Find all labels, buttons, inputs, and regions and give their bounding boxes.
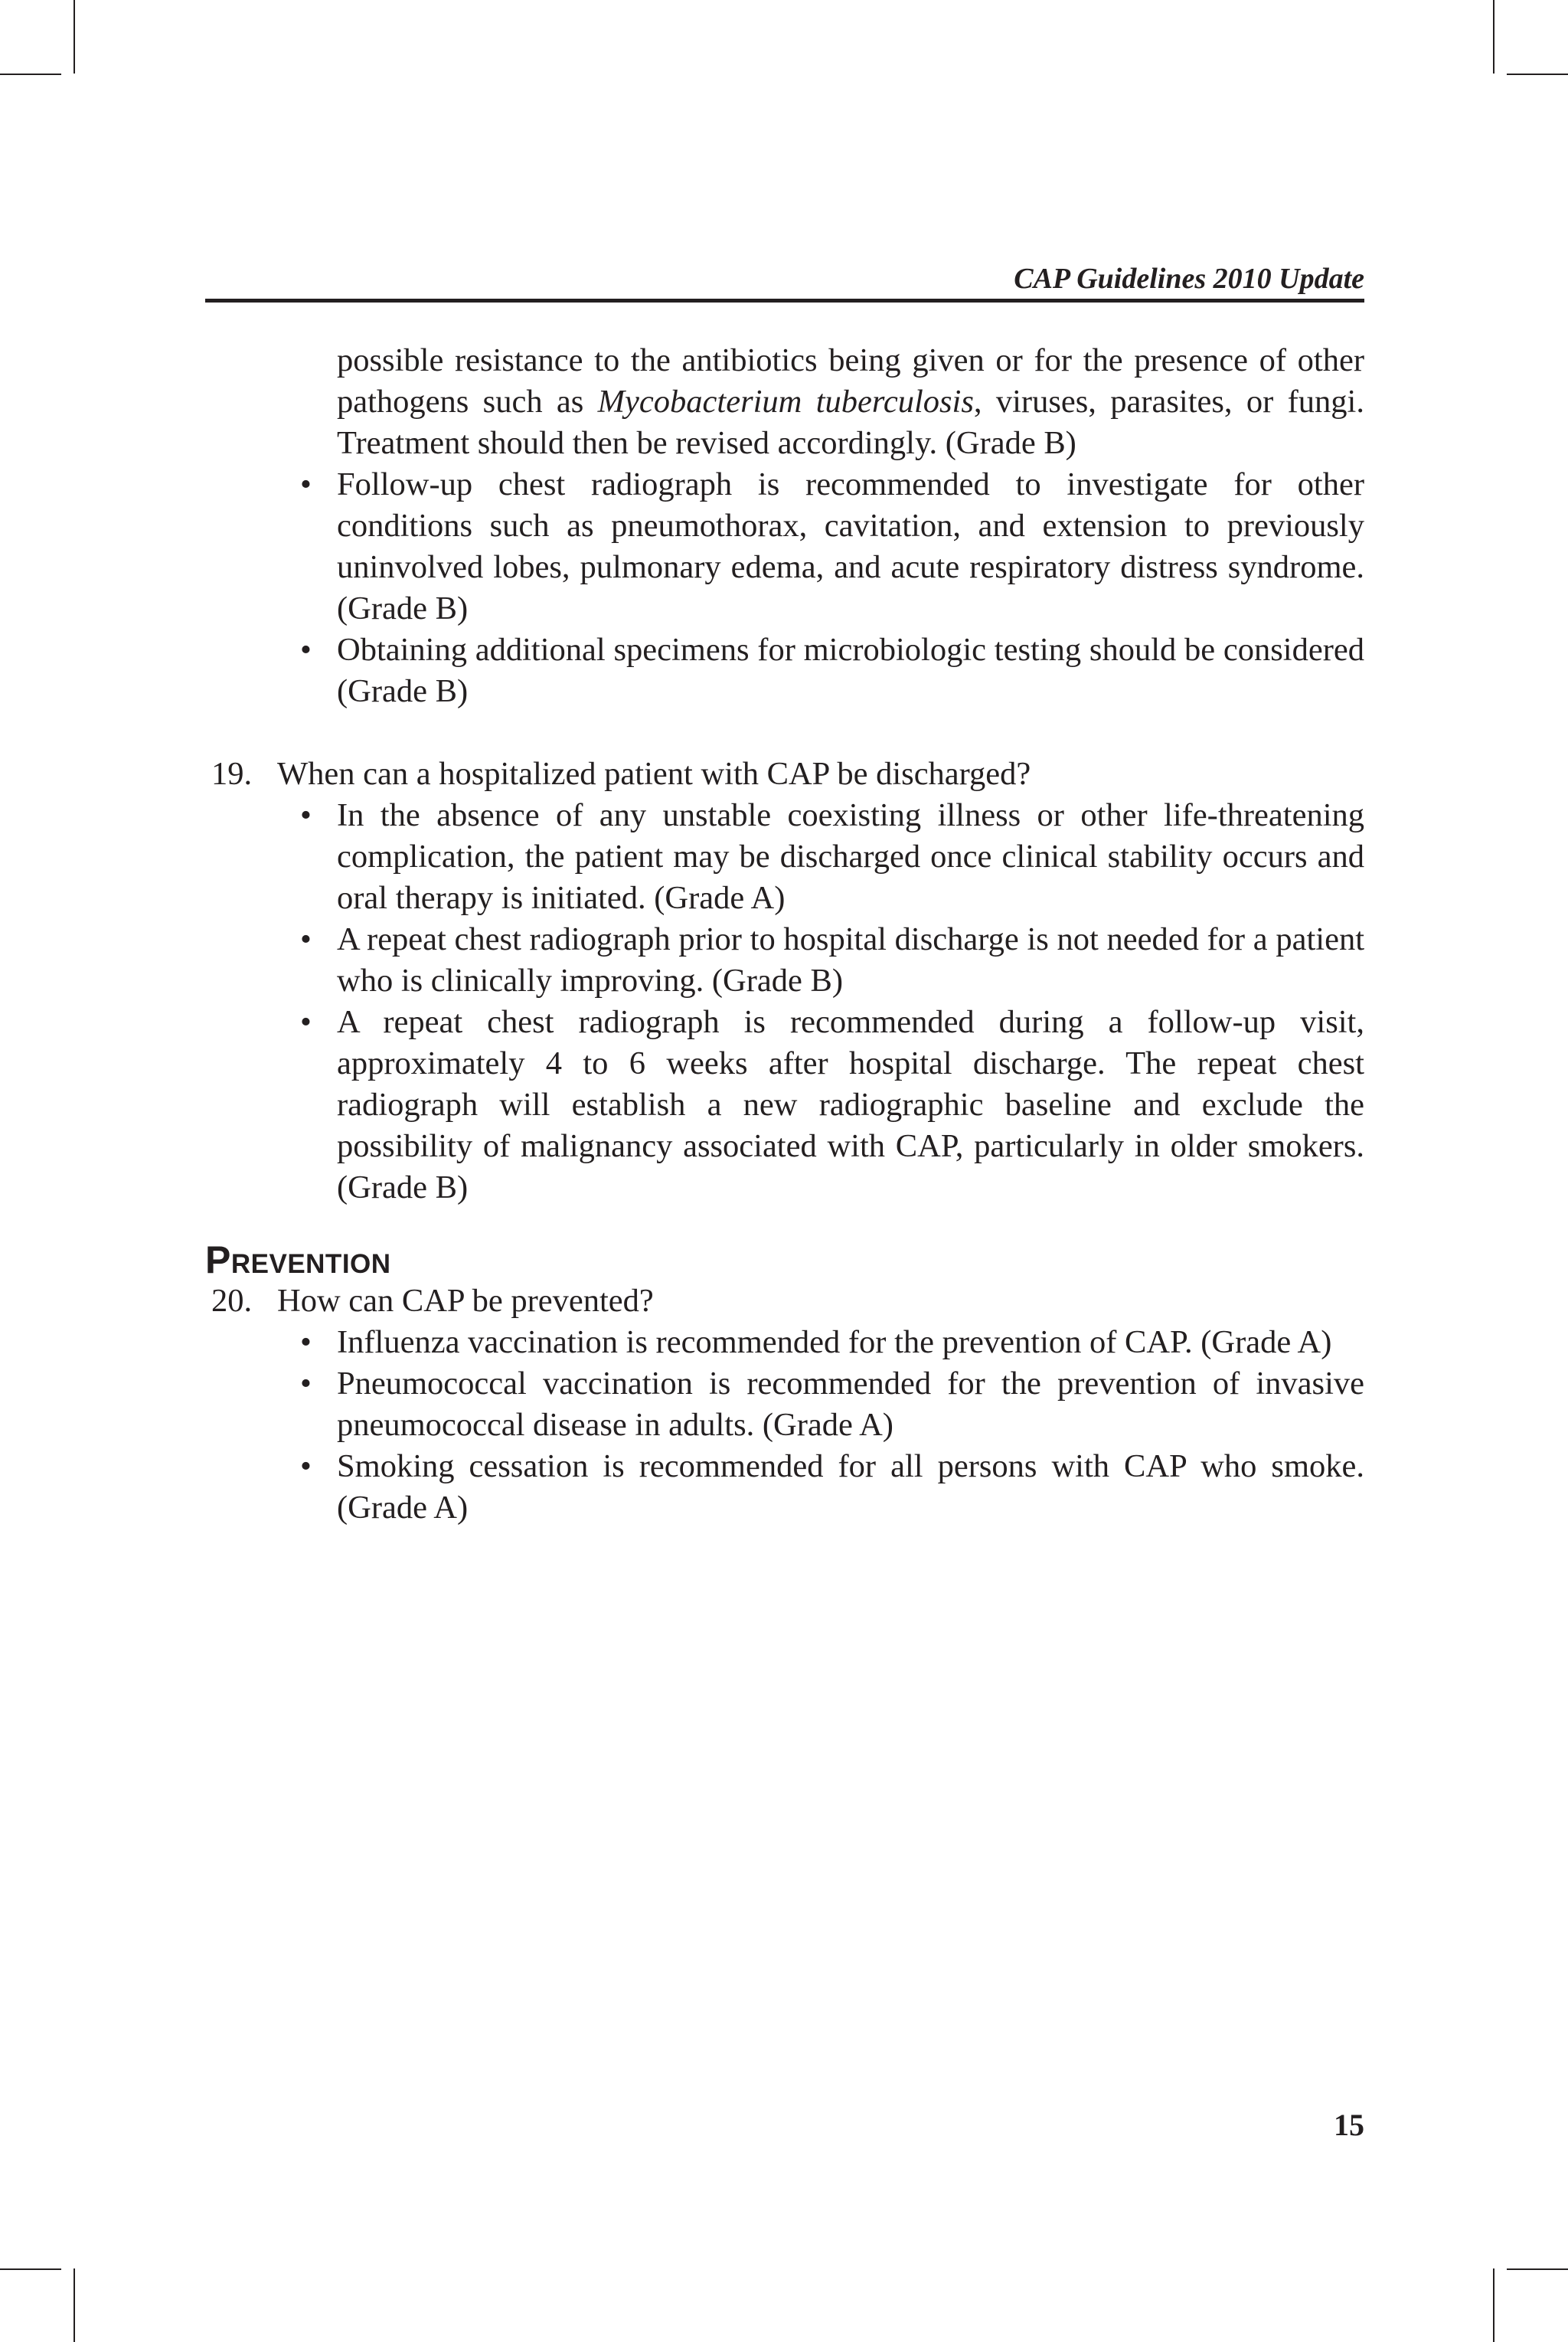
bullet-icon: • [300, 797, 312, 833]
list-item-text: In the absence of any unstable coexisting illness or other life-threatening complication, the patient may be discharged once clinical stability occurs and oral therapy is initiated. (Grade A) [337, 797, 1364, 916]
list-item [300, 1446, 1364, 1529]
list-item [300, 1322, 1364, 1363]
spacer [205, 1209, 1364, 1239]
header-rule [205, 299, 1364, 303]
bullet-icon: • [300, 1004, 312, 1040]
crop-mark-bottom-right-horizontal [1507, 2268, 1568, 2270]
list-item-text: Pneumococcal vaccination is recommended for the prevention of invasive pneumococcal disease in adults. (Grade A) [337, 1366, 1364, 1443]
crop-mark-bottom-left-horizontal [0, 2268, 61, 2270]
crop-mark-top-left-vertical [74, 0, 75, 74]
crop-mark-bottom-left-vertical [74, 2268, 75, 2342]
bullet-icon: • [300, 632, 312, 668]
running-head-title: CAP Guidelines 2010 Update [1014, 263, 1364, 295]
continuation-paragraph [337, 340, 1364, 464]
bullet-icon: • [300, 1324, 312, 1360]
q20-bullet-list [205, 1322, 1364, 1529]
question-19 [205, 754, 1364, 795]
organism-name: Mycobacterium tuberculosis [597, 384, 974, 420]
continuation-text-1: possible resistance to the antibiotics being given or for the presence of other pathogens such as [337, 342, 1364, 420]
list-item-text: Follow-up chest radiograph is recommended to investigate for other conditions such as pneumothorax, cavitation, and extension to previously uninvolved lobes, pulmonary edema, and acute respiratory distress syndrome. (Grade B) [337, 466, 1364, 626]
question-text: When can a hospitalized patient with CAP be discharged? [277, 756, 1031, 792]
q19-bullet-list [205, 795, 1364, 1209]
list-item [300, 1363, 1364, 1446]
spacer [205, 712, 1364, 754]
section-heading-prevention: Prevention [205, 1238, 391, 1281]
crop-mark-bottom-right-vertical [1493, 2268, 1494, 2342]
list-item [300, 919, 1364, 1002]
list-item-text: Smoking cessation is recommended for all persons with CAP who smoke. (Grade A) [337, 1448, 1364, 1526]
question-number: 20. [211, 1283, 253, 1319]
bullet-icon: • [300, 466, 312, 502]
list-item [300, 630, 1364, 712]
question-number: 19. [211, 756, 253, 792]
list-item-text: A repeat chest radiograph is recommended during a follow-up visit, approximately 4 to 6 weeks after hospital discharge. The repeat chest radiograph will establish a new radiographic baseline and exclude the possibility of malignancy associated with CAP, particularly in older smokers. (Grade B) [337, 1004, 1364, 1205]
continuation-text-2: , viruses, parasites, or fungi. Treatment should then be revised accordingly. (Grade B) [337, 384, 1364, 461]
question-text: How can CAP be prevented? [277, 1283, 654, 1319]
list-item [300, 1002, 1364, 1209]
continuation-bullet-list [205, 464, 1364, 712]
bullet-icon: • [300, 1366, 312, 1402]
bullet-icon: • [300, 1448, 312, 1484]
page-body [205, 340, 1364, 1529]
bullet-icon: • [300, 921, 312, 957]
crop-mark-top-left-horizontal [0, 74, 61, 75]
list-item-text: Influenza vaccination is recommended for the prevention of CAP. (Grade A) [337, 1324, 1332, 1360]
question-20 [205, 1281, 1364, 1322]
crop-mark-top-right-vertical [1493, 0, 1494, 74]
list-item [300, 795, 1364, 919]
page-number: 15 [1334, 2108, 1364, 2142]
list-item-text: A repeat chest radiograph prior to hospital discharge is not needed for a patient who is clinically improving. (Grade B) [337, 921, 1364, 999]
list-item-text: Obtaining additional specimens for microbiologic testing should be considered (Grade B) [337, 632, 1364, 709]
crop-mark-top-right-horizontal [1507, 74, 1568, 75]
list-item [300, 464, 1364, 630]
